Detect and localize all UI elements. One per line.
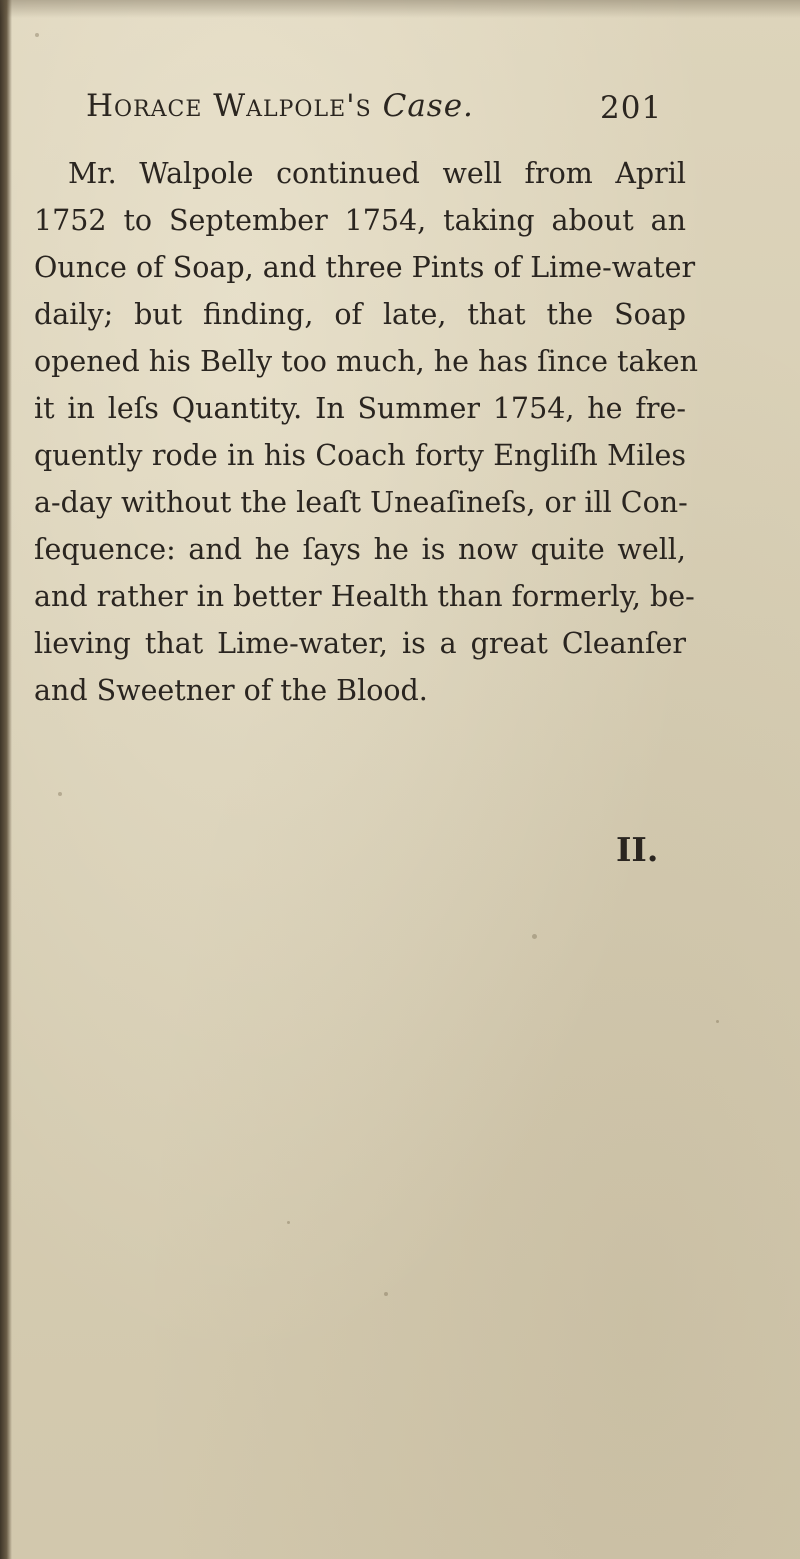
text-line: and rather in better Health than formerly, be- [34, 580, 695, 613]
paper-speck [716, 1020, 719, 1023]
body-paragraph [34, 150, 698, 714]
text-line: a-day without the leaſt Uneaſineſs, or ill Con- [34, 486, 688, 519]
text-line: 1752 to September 1754, taking about an [34, 204, 686, 237]
running-head-title [86, 88, 474, 124]
text-line: ſequence: and he ſays he is now quite well, [34, 533, 686, 566]
page-top-shadow [0, 0, 800, 18]
text-line: opened his Belly too much, he has ſince taken [34, 345, 698, 378]
text-line: and Sweetner of the Blood. [34, 674, 428, 707]
paper-speck [58, 792, 62, 796]
paper-speck [35, 33, 39, 37]
catchword: II. [616, 830, 659, 869]
text-line: Mr. Walpole continued well from April [68, 157, 686, 190]
paper-speck [287, 1221, 290, 1224]
running-head-name: Horace Walpole's [86, 88, 383, 124]
book-gutter-shadow [0, 0, 12, 1559]
running-head-case: Case. [382, 88, 474, 124]
page-number: 201 [600, 90, 663, 126]
text-line: lieving that Lime-water, is a great Cleanſer [34, 627, 686, 660]
text-line: daily; but finding, of late, that the Soap [34, 298, 686, 331]
text-line: quently rode in his Coach forty Engliſh Miles [34, 439, 686, 472]
paper-speck [532, 934, 537, 939]
running-head [0, 88, 800, 132]
text-line: Ounce of Soap, and three Pints of Lime-water [34, 251, 696, 284]
paper-speck [384, 1292, 388, 1296]
text-line: it in leſs Quantity. In Summer 1754, he fre- [34, 392, 686, 425]
